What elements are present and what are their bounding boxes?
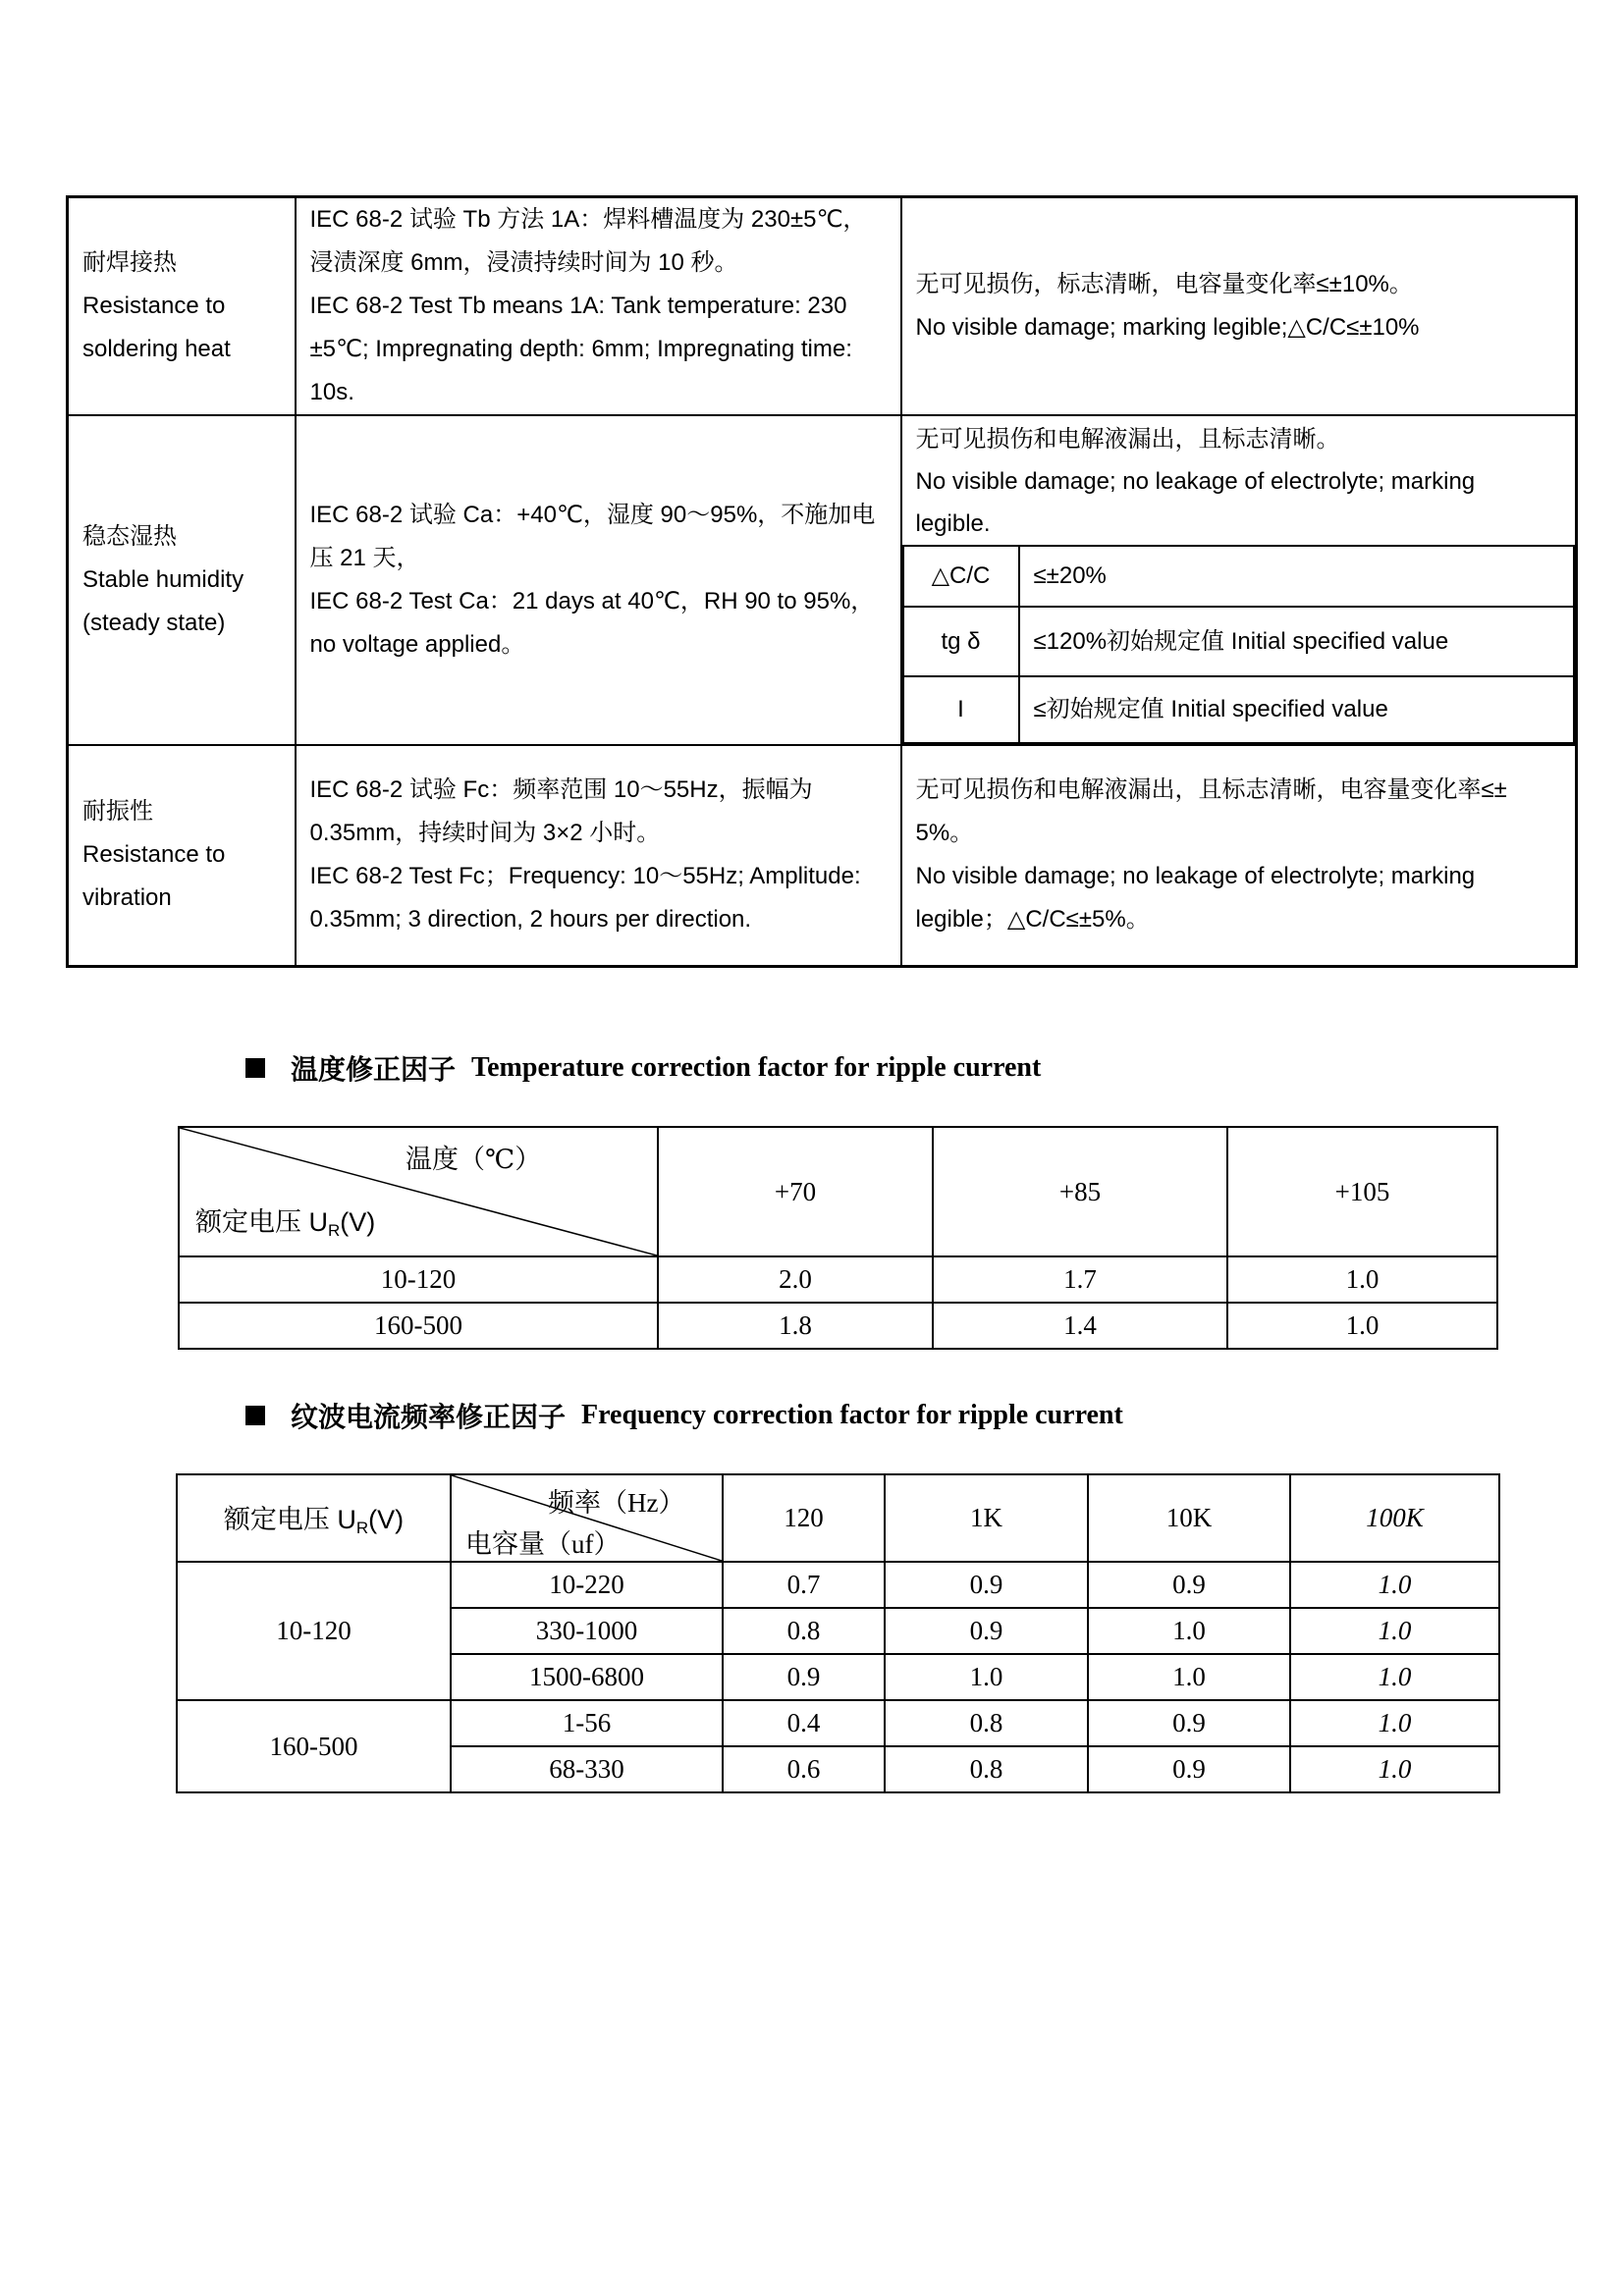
label-subscript: R (355, 1519, 369, 1537)
value-cell: 0.9 (1088, 1746, 1290, 1792)
test-item-en: soldering heat (82, 336, 231, 362)
test-item-cell (68, 745, 296, 966)
test-item-en: vibration (82, 884, 172, 912)
result-head (902, 416, 1576, 545)
value-cell: 0.9 (723, 1654, 885, 1700)
table-header-row (179, 1127, 1497, 1256)
heading-cn: 纹波电流频率修正因子 (291, 1401, 567, 1433)
criteria-value: ≤初始规定值 Initial specified value (1019, 676, 1575, 743)
value-cell: 1.0 (1227, 1303, 1497, 1349)
capacitance-cell: 330-1000 (451, 1608, 723, 1654)
result-line: No visible damage; marking legible;△C/C≤±10% (915, 314, 1420, 341)
heading-en: Temperature correction factor for ripple current (471, 1052, 1042, 1083)
criteria-value: ≤120%初始规定值 Initial specified value (1019, 607, 1575, 676)
value-cell: 1.0 (1290, 1608, 1499, 1654)
label-prefix: 额定电压 U (223, 1505, 356, 1534)
method-line: 浸渍深度 6mm，浸渍持续时间为 10 秒。 (309, 249, 738, 276)
value-cell: 1.7 (933, 1256, 1227, 1303)
method-line: 0.35mm，持续时间为 3×2 小时。 (309, 820, 661, 847)
value-cell: 0.8 (885, 1700, 1088, 1746)
corner-bottom-label: 电容量（uf） (465, 1529, 621, 1559)
value-cell: 0.7 (723, 1562, 885, 1608)
heading-en: Frequency correction factor for ripple current (581, 1400, 1123, 1430)
value-cell: 1.0 (1290, 1562, 1499, 1608)
value-cell: 1.4 (933, 1303, 1227, 1349)
square-bullet-icon (245, 1058, 265, 1078)
frequency-correction-table (176, 1473, 1500, 1793)
test-method-cell (296, 415, 901, 745)
table-row (177, 1562, 1499, 1608)
temperature-section-heading (245, 1048, 1041, 1088)
method-line: 压 21 天， (309, 545, 420, 571)
voltage-cell: 10-120 (177, 1562, 451, 1700)
value-cell: 1.0 (1290, 1746, 1499, 1792)
column-header: 10K (1088, 1474, 1290, 1562)
test-result-cell (901, 197, 1577, 416)
method-line: IEC 68-2 Test Fc；Frequency: 10～55Hz; Amplitude: (309, 863, 861, 890)
test-item-en: Stable humidity (82, 566, 244, 593)
test-method-cell (296, 745, 901, 966)
voltage-header (177, 1474, 451, 1562)
table-header-row (177, 1474, 1499, 1562)
test-conditions-table (66, 195, 1578, 968)
criteria-row (903, 546, 1575, 607)
column-header: +105 (1227, 1127, 1497, 1256)
test-item-cn: 稳态湿热 (82, 523, 177, 550)
test-item-cn: 耐焊接热 (82, 249, 177, 276)
result-line: 5%。 (915, 820, 974, 847)
test-item-en: Resistance to (82, 293, 226, 319)
corner-bottom-label (195, 1201, 375, 1241)
corner-top-label: 温度（℃） (406, 1145, 542, 1174)
method-line: 10s. (309, 379, 354, 405)
column-header: +85 (933, 1127, 1227, 1256)
column-header: 1K (885, 1474, 1088, 1562)
test-item-en: (steady state) (82, 610, 226, 636)
test-result-cell (901, 415, 1577, 745)
square-bullet-icon (245, 1406, 265, 1425)
test-item-en: Resistance to (82, 841, 226, 869)
result-line: 无可见损伤和电解液漏出，且标志清晰，电容量变化率≤± (915, 776, 1507, 804)
result-line: No visible damage; no leakage of electrolyte; marking (915, 863, 1476, 890)
value-cell: 0.8 (723, 1608, 885, 1654)
value-cell: 1.0 (1290, 1654, 1499, 1700)
method-line: IEC 68-2 试验 Fc：频率范围 10～55Hz，振幅为 (309, 776, 813, 804)
frequency-section-heading (245, 1396, 1123, 1435)
method-line: IEC 68-2 试验 Ca：+40℃，湿度 90～95%，不施加电 (309, 502, 876, 528)
result-line: 无可见损伤，标志清晰，电容量变化率≤±10%。 (915, 271, 1413, 297)
table-row (179, 1303, 1497, 1349)
voltage-cell: 160-500 (177, 1700, 451, 1792)
value-cell: 1.0 (885, 1654, 1088, 1700)
table-row (68, 415, 1577, 745)
voltage-cell: 160-500 (179, 1303, 658, 1349)
value-cell: 1.0 (1088, 1654, 1290, 1700)
diagonal-header-cell (179, 1127, 658, 1256)
method-line: 0.35mm; 3 direction, 2 hours per direction. (309, 906, 752, 934)
test-method-cell (296, 197, 901, 416)
criteria-key: tg δ (903, 607, 1019, 676)
value-cell: 1.8 (658, 1303, 933, 1349)
value-cell: 2.0 (658, 1256, 933, 1303)
value-cell: 0.4 (723, 1700, 885, 1746)
capacitance-cell: 1-56 (451, 1700, 723, 1746)
test-item-cell (68, 197, 296, 416)
capacitance-cell: 10-220 (451, 1562, 723, 1608)
method-line: IEC 68-2 试验 Tb 方法 1A：焊料槽温度为 230±5℃， (309, 206, 867, 233)
value-cell: 1.0 (1088, 1608, 1290, 1654)
method-line: ±5℃; Impregnating depth: 6mm; Impregnating time: (309, 336, 852, 362)
value-cell: 1.0 (1290, 1700, 1499, 1746)
value-cell: 0.9 (1088, 1700, 1290, 1746)
value-cell: 0.6 (723, 1746, 885, 1792)
test-result-cell (901, 745, 1577, 966)
test-item-cell (68, 415, 296, 745)
criteria-key: I (903, 676, 1019, 743)
table-row (68, 197, 1577, 416)
corner-top-label: 频率（Hz） (548, 1488, 685, 1518)
label-suffix: (V) (340, 1207, 376, 1237)
method-line: IEC 68-2 Test Ca：21 days at 40℃，RH 90 to 95%， (309, 588, 875, 614)
column-header: 100K (1290, 1474, 1499, 1562)
value-cell: 0.9 (885, 1608, 1088, 1654)
capacitance-cell: 1500-6800 (451, 1654, 723, 1700)
result-line: legible；△C/C≤±5%。 (915, 906, 1150, 934)
result-line: legible. (915, 510, 991, 537)
diagonal-header-cell (451, 1474, 723, 1562)
value-cell: 0.9 (885, 1562, 1088, 1608)
table-row (177, 1700, 1499, 1746)
method-line: no voltage applied。 (309, 631, 525, 658)
criteria-row (903, 676, 1575, 743)
criteria-value: ≤±20% (1019, 546, 1575, 607)
result-line: 无可见损伤和电解液漏出，且标志清晰。 (915, 426, 1340, 453)
temperature-correction-table (178, 1126, 1498, 1350)
capacitance-cell: 68-330 (451, 1746, 723, 1792)
label-prefix: 额定电压 U (195, 1207, 328, 1237)
heading-cn: 温度修正因子 (291, 1053, 457, 1086)
criteria-row (903, 607, 1575, 676)
label-suffix: (V) (368, 1505, 405, 1534)
column-header: 120 (723, 1474, 885, 1562)
criteria-key: △C/C (903, 546, 1019, 607)
label-subscript: R (328, 1221, 341, 1240)
value-cell: 1.0 (1227, 1256, 1497, 1303)
table-row (68, 745, 1577, 966)
column-header: +70 (658, 1127, 933, 1256)
voltage-cell: 10-120 (179, 1256, 658, 1303)
criteria-table (902, 545, 1576, 744)
method-line: IEC 68-2 Test Tb means 1A: Tank temperature: 230 (309, 293, 847, 319)
test-item-cn: 耐振性 (82, 798, 153, 826)
result-line: No visible damage; no leakage of electrolyte; marking (915, 468, 1476, 495)
value-cell: 0.9 (1088, 1562, 1290, 1608)
value-cell: 0.8 (885, 1746, 1088, 1792)
table-row (179, 1256, 1497, 1303)
